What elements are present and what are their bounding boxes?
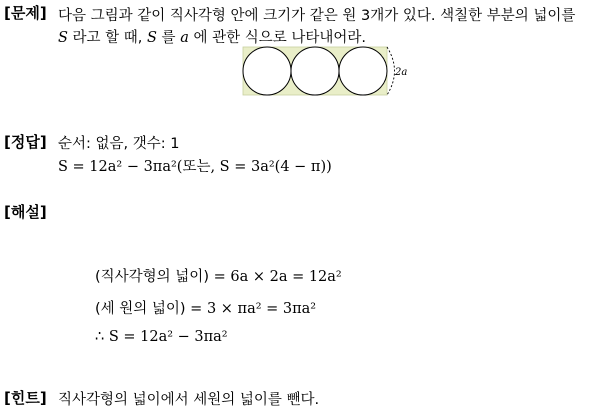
hint-tag: [힌트] — [4, 389, 47, 407]
circle-3 — [339, 47, 387, 95]
solution-rect-line — [95, 265, 342, 286]
text-fragment: 를 — [156, 30, 181, 46]
answer-formula: S = 12a² − 3πa²(또는, S = 3a²(4 − π)) — [58, 159, 332, 175]
problem-figure — [240, 45, 415, 99]
circle-area-expr: = 3 × πa² = 3πa² — [185, 301, 317, 317]
text-fragment: 에 관한 식으로 나타내어라. — [188, 30, 366, 46]
text-fragment: 라고 할 때, — [67, 30, 148, 46]
solution-therefore-line: ∴ S = 12a² − 3πa² — [95, 329, 228, 345]
problem-tag: [문제] — [4, 4, 47, 22]
rect-area-expr: = 6a × 2a = 12a² — [208, 269, 342, 285]
answer-tag: [정답] — [4, 133, 47, 151]
problem-text-line2 — [58, 26, 366, 47]
circle-area-label: (세 원의 넓이) — [95, 301, 186, 317]
dimension-arc — [387, 47, 395, 95]
figure-label: 2a — [395, 67, 408, 78]
circle-1 — [243, 47, 291, 95]
answer-count: 순서: 없음, 갯수: 1 — [58, 136, 180, 152]
circle-2 — [291, 47, 339, 95]
solution-circle-line — [95, 297, 316, 318]
var-s: S — [147, 30, 157, 46]
hint-text: 직사각형의 넓이에서 세원의 넓이를 뺀다. — [58, 392, 320, 408]
rect-area-label: (직사각형의 넓이) — [95, 269, 209, 285]
var-s: S — [58, 30, 68, 46]
problem-text-line1: 다음 그림과 같이 직사각형 안에 크기가 같은 원 3개가 있다. 색칠한 부분의 넓이를 — [58, 8, 576, 24]
solution-tag: [해설] — [4, 203, 47, 221]
var-a: a — [180, 30, 189, 46]
